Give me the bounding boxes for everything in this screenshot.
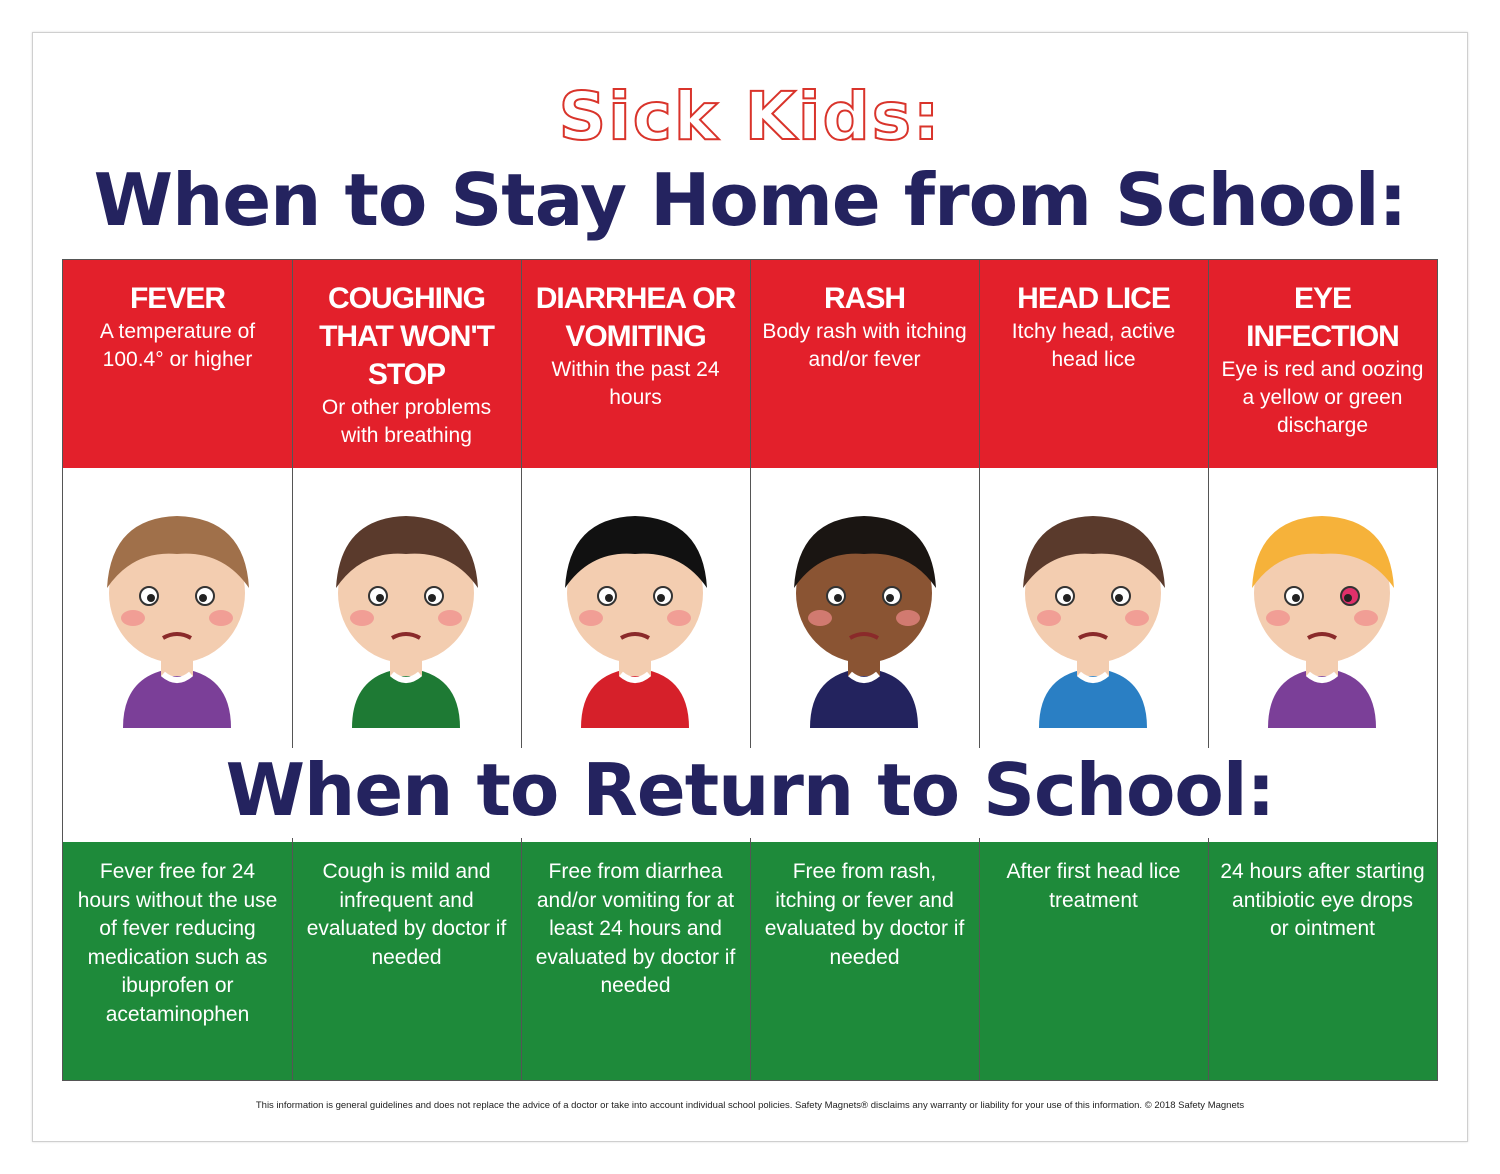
condition-header [979, 260, 1208, 468]
condition-column [1208, 260, 1437, 1080]
condition-column [521, 260, 750, 1080]
condition-name: DIARRHEA OR VOMITING [535, 282, 736, 353]
condition-header [292, 260, 521, 468]
condition-header [750, 260, 979, 468]
child-illustration [292, 488, 521, 748]
child-illustration [979, 488, 1208, 748]
disclaimer-footer: This information is general guidelines and does not replace the advice of a doctor or take into account individual school policies. Safety Magnets® disclaims any warranty or liability for your use of this information. © 2018 Safety Magnets [255, 1100, 1245, 1111]
condition-description: A temperature of 100.4° or higher [99, 320, 256, 371]
return-criteria: Fever free for 24 hours without the use of fever reducing medication such as ibuprofen or acetaminophen [63, 842, 292, 1080]
condition-name: COUGHING THAT WON'T STOP [319, 282, 494, 391]
condition-description: Itchy head, active head lice [1011, 320, 1176, 371]
return-criteria: After first head lice treatment [979, 842, 1208, 1080]
condition-header [63, 260, 292, 468]
condition-column [750, 260, 979, 1080]
condition-column [979, 260, 1208, 1080]
return-criteria: 24 hours after starting antibiotic eye drops or ointment [1208, 842, 1437, 1080]
conditions-grid [62, 259, 1438, 1081]
condition-header [521, 260, 750, 468]
poster-title: When to Stay Home from School: [93, 158, 1407, 242]
condition-header [1208, 260, 1437, 468]
child-illustration [1208, 488, 1437, 748]
condition-column [63, 260, 292, 1080]
column-divider [521, 260, 522, 1080]
condition-description: Or other problems with breathing [321, 396, 492, 447]
return-criteria: Free from diarrhea and/or vomiting for at least 24 hours and evaluated by doctor if needed [521, 842, 750, 1080]
return-criteria: Cough is mild and infrequent and evaluated by doctor if needed [292, 842, 521, 1080]
condition-description: Within the past 24 hours [551, 358, 720, 409]
column-divider [750, 260, 751, 1080]
condition-name: HEAD LICE [1017, 282, 1170, 315]
return-title: When to Return to School: [225, 748, 1275, 832]
condition-name: RASH [823, 282, 905, 315]
column-divider [292, 260, 293, 1080]
condition-description: Eye is red and oozing a yellow or green discharge [1221, 358, 1424, 437]
child-illustration [521, 488, 750, 748]
child-illustration [750, 488, 979, 748]
condition-column [292, 260, 521, 1080]
poster-subtitle: Sick Kids: [558, 78, 942, 155]
return-criteria: Free from rash, itching or fever and evaluated by doctor if needed [750, 842, 979, 1080]
condition-name: FEVER [129, 282, 226, 315]
child-illustration [63, 488, 292, 748]
column-divider [979, 260, 980, 1080]
column-divider [1208, 260, 1209, 1080]
condition-name: EYE INFECTION [1246, 282, 1399, 353]
condition-description: Body rash with itching and/or fever [762, 320, 967, 371]
